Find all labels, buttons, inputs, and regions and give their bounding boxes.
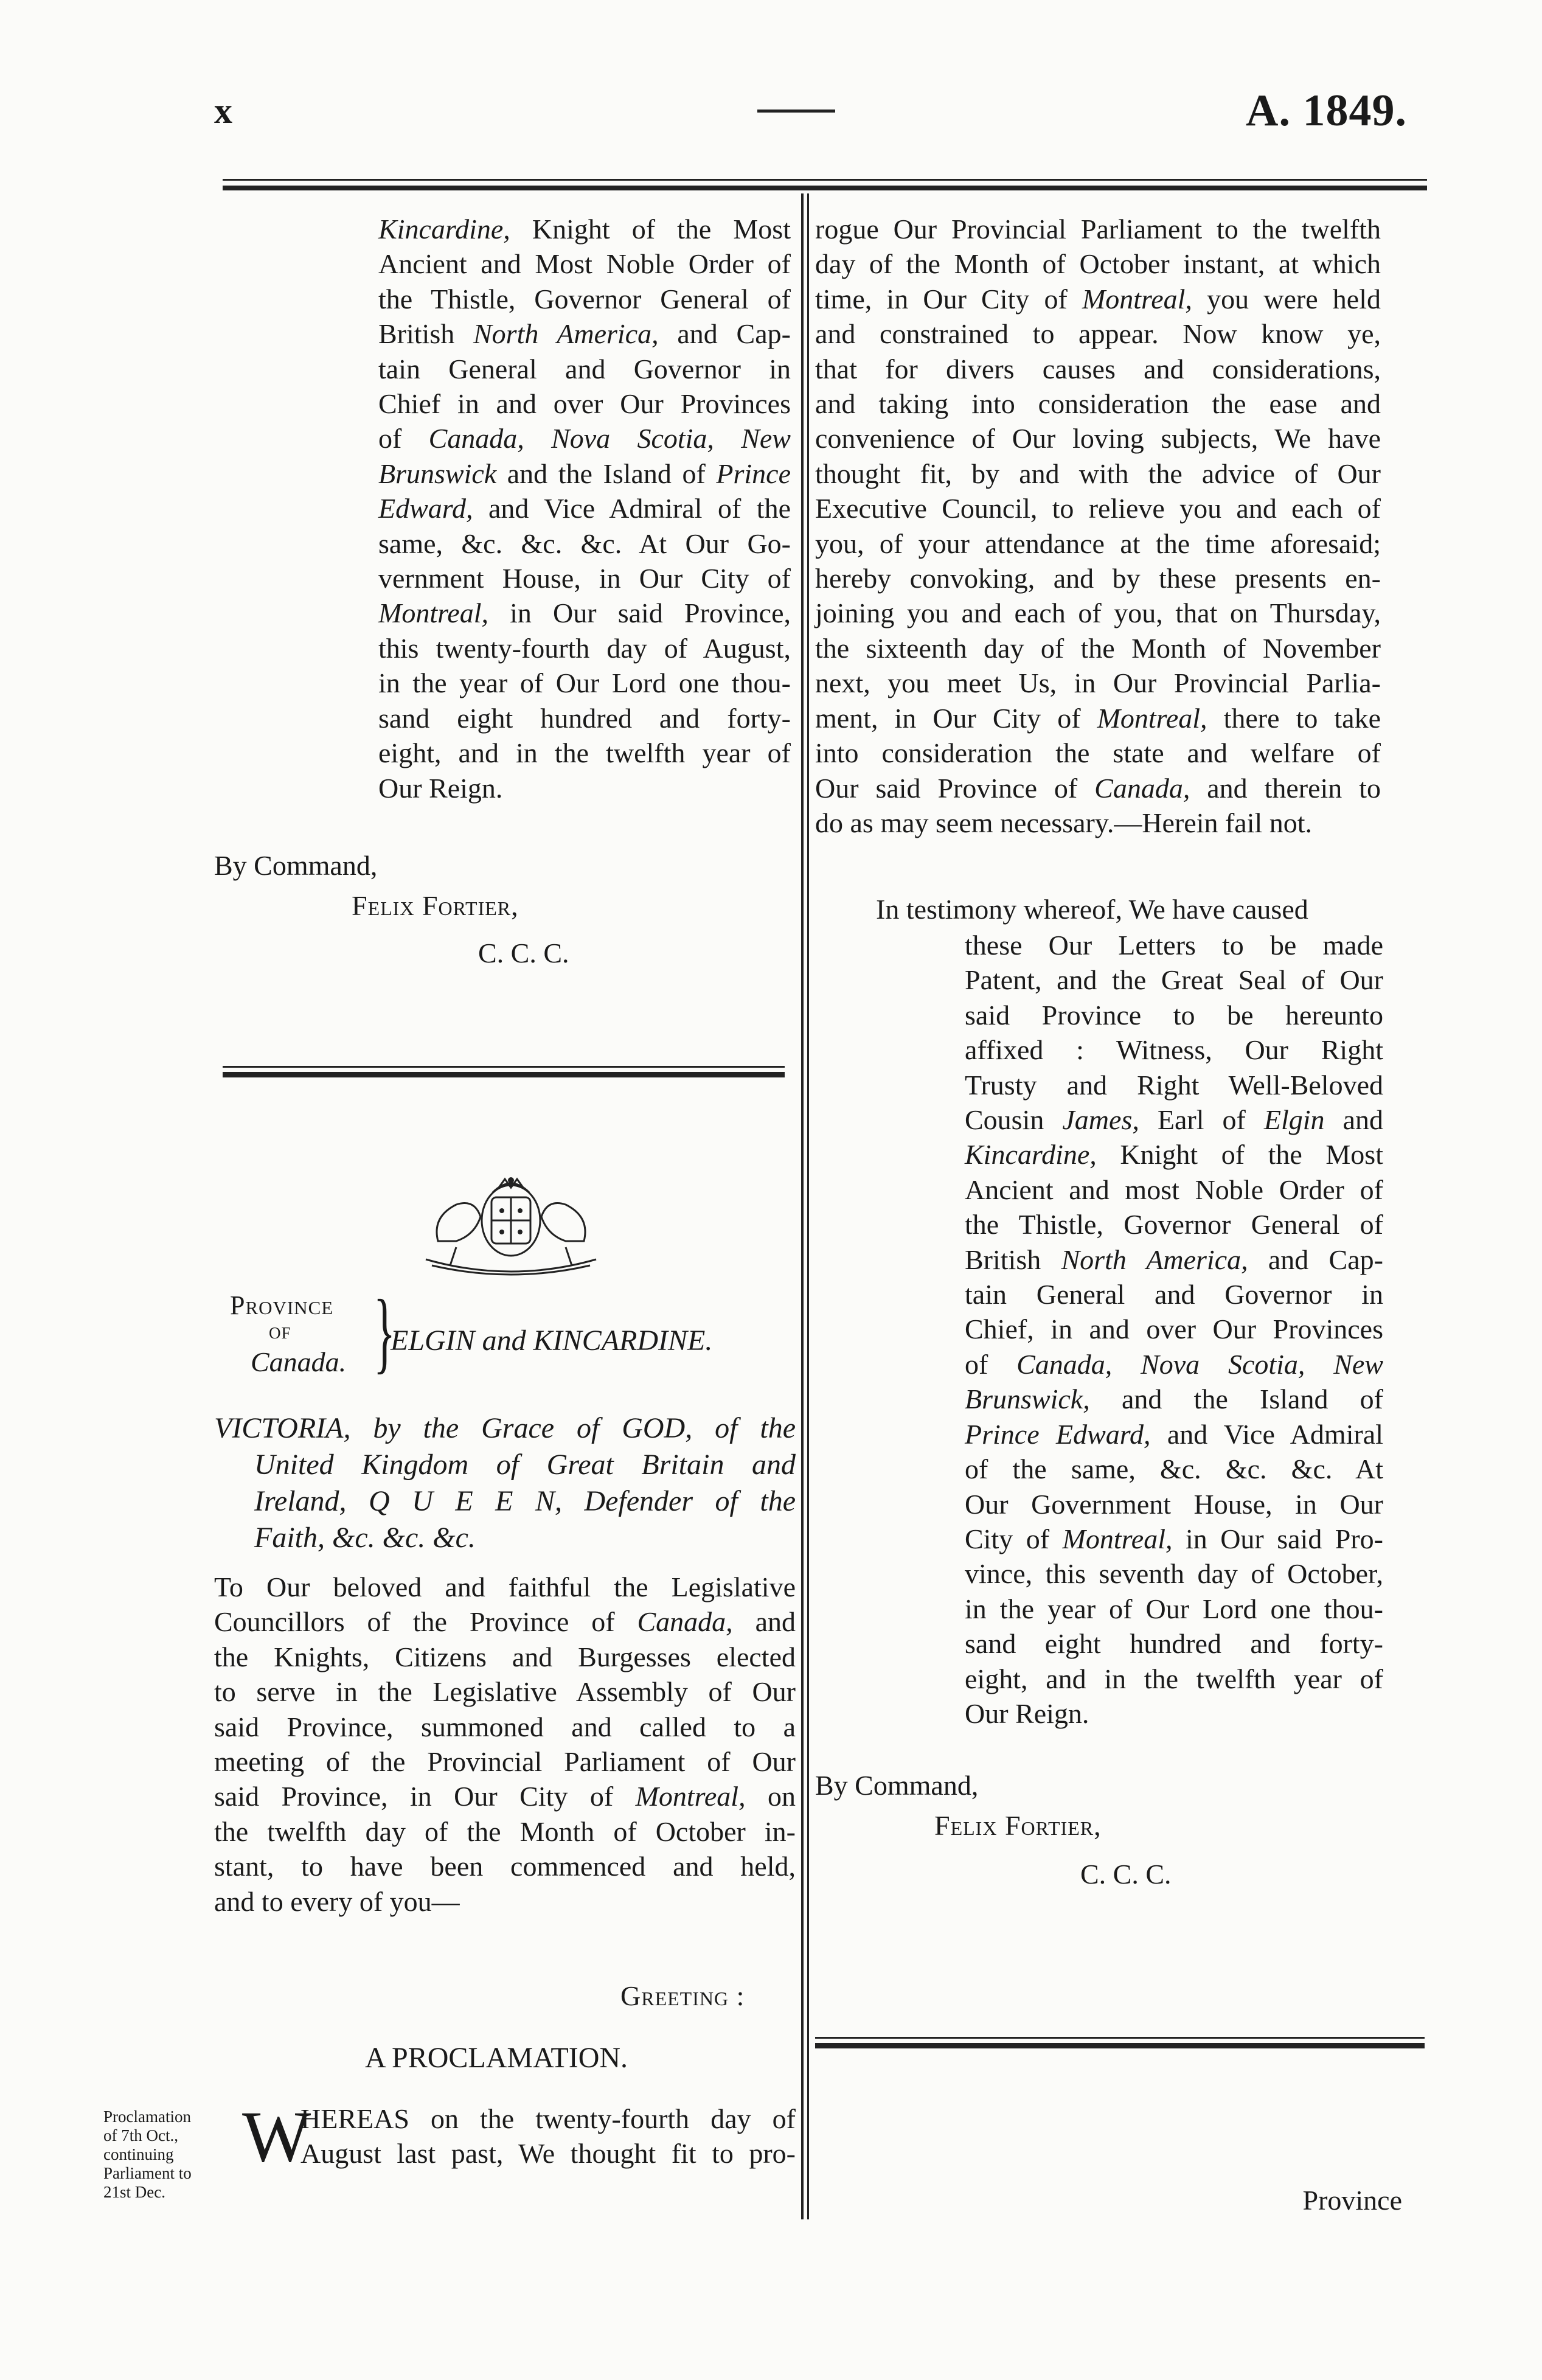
text-line: the Thistle, Governor General of [965,1209,1383,1240]
of-word: of [269,1318,291,1344]
text-line: the Thistle, Governor General of [378,283,791,315]
page-numeral: x [214,91,232,131]
signer-right: Felix Fortier, [934,1810,1102,1841]
margin-note-line: Proclamation [103,2107,191,2126]
text-line: and to every of you— [214,1885,460,1917]
text-line: time, in Our City of Montreal, you were held [815,283,1381,315]
title-line: Ireland, Q U E E N, Defender of the [254,1485,796,1517]
text-line: stant, to have been commenced and held, [214,1851,796,1882]
text-line: into consideration the state and welfare of [815,737,1381,769]
right-body-paragraph [815,212,1381,840]
text-line: and taking into consideration the ease and [815,388,1381,420]
text-line: and constrained to appear. Now know ye, [815,318,1381,350]
text-line: of Canada, Nova Scotia, New [965,1348,1383,1380]
text-line: Councillors of the Province of Canada, and [214,1606,796,1638]
text-line: City of Montreal, in Our said Pro- [965,1523,1384,1554]
text-line: Patent, and the Great Seal of Our [965,964,1383,996]
text-line: Kincardine, Knight of the Most [378,214,791,245]
text-line: Brunswick, and the Island of [965,1383,1383,1415]
header-dash [757,110,835,113]
text-line: next, you meet Us, in Our Provincial Parlia- [815,667,1381,699]
text-line: vince, this seventh day of October, [965,1558,1383,1590]
column-divider [801,193,804,2219]
text-line: the sixteenth day of the Month of November [815,632,1381,664]
margin-note-line: 21st Dec. [103,2183,165,2201]
text-line: ment, in Our City of Montreal, there to take [815,702,1381,734]
text-line: this twenty-fourth day of August, [378,632,791,664]
text-line: convenience of Our loving subjects, We have [815,423,1381,454]
text-line: the Knights, Citizens and Burgesses elected [214,1641,796,1672]
text-line: of Canada, Nova Scotia, New [378,423,791,454]
testimony-paragraph [965,928,1383,1731]
text-line: Edward, and Vice Admiral of the [378,493,791,524]
text-line: British North America, and Cap- [378,318,791,350]
text-line: Prince Edward, and Vice Admiral [965,1418,1383,1450]
text-line: day of the Month of October instant, at which [815,248,1381,280]
signer-title-left: C. C. C. [478,938,569,969]
column-divider-inner [807,193,809,2219]
section-rule [223,1066,785,1068]
text-line: Ancient and Most Noble Order of [378,248,791,280]
text-line: thought fit, by and with the advice of Our [815,458,1381,489]
title-line: United Kingdom of Great Britain and [254,1449,796,1481]
text-line: tain General and Governor in [378,353,791,384]
text-line: HEREAS on the twenty-fourth day of [300,2103,796,2134]
text-line: rogue Our Provincial Parliament to the twelfth [815,214,1381,245]
previous-proclamation-closing [378,212,791,806]
text-line: Trusty and Right Well-Beloved [965,1069,1383,1101]
province-block [214,1281,798,1387]
section-rule-thick [223,1072,785,1077]
margin-note-line: of 7th Oct., [103,2126,178,2145]
text-line: Chief in and over Our Provinces [378,388,791,420]
text-line: meeting of the Provincial Parliament of Our [214,1746,796,1778]
text-line: these Our Letters to be made [965,930,1383,961]
text-line: Kincardine, Knight of the Most [965,1139,1383,1171]
text-line: you, of your attendance at the time aforesaid; [815,527,1381,559]
section-rule-right [815,2037,1425,2039]
catchword: Province [1302,2185,1402,2216]
whereas-dropcap: W [242,2096,311,2177]
text-line: said Province, in Our City of Montreal, on [214,1781,796,1812]
text-line: that for divers causes and considerations, [815,353,1381,384]
text-line: tain General and Governor in [965,1279,1383,1310]
text-line: eight, and in the twelfth year of [965,1663,1383,1694]
royal-arms-crest-icon [401,1168,620,1284]
text-line: Cousin James, Earl of Elgin and [965,1104,1383,1136]
text-line: in the year of Our Lord one thou- [378,667,791,699]
margin-note-line: continuing [103,2145,174,2163]
text-line: affixed : Witness, Our Right [965,1034,1383,1066]
text-line: said Province, summoned and called to a [214,1711,796,1742]
by-command-right: By Command, [815,1770,979,1801]
margin-note [103,2107,219,2202]
text-line: do as may seem necessary.—Herein fail not. [815,807,1313,838]
text-line: to serve in the Legislative Assembly of Our [214,1676,796,1708]
address-paragraph [214,1570,796,1919]
text-line: Chief, in and over Our Provinces [965,1314,1383,1345]
testimony-first-line: In testimony whereof, We have caused [876,894,1308,925]
margin-note-line: Parliament to [103,2164,192,2182]
title-line: Faith, &c. &c. &c. [254,1522,476,1554]
whereas-paragraph [300,2101,796,2171]
text-line: sand eight hundred and forty- [378,702,791,734]
text-line: Executive Council, to relieve you and each of [815,493,1381,524]
elgin-kincardine: ELGIN and KINCARDINE. [391,1324,713,1357]
signer-title-right: C. C. C. [1080,1859,1172,1890]
text-line: vernment House, in Our City of [378,563,791,594]
header-rule-thick [223,186,1427,190]
text-line: British North America, and Cap- [965,1244,1383,1275]
text-line: in the year of Our Lord one thou- [965,1593,1383,1624]
text-line: eight, and in the twelfth year of [378,737,791,769]
text-line: Montreal, in Our said Province, [378,597,791,629]
title-line: VICTORIA, by the Grace of GOD, of the [214,1412,796,1444]
province-word: Province [230,1290,334,1320]
text-line: To Our beloved and faithful the Legislative [214,1571,796,1602]
text-line: Our Reign. [965,1697,1089,1729]
canada-word: Canada. [251,1346,347,1377]
header-rule [223,179,1427,181]
section-rule-right-thick [815,2043,1425,2048]
text-line: Our Reign. [378,772,503,804]
text-line: Ancient and most Noble Order of [965,1174,1383,1205]
text-line: said Province to be hereunto [965,999,1383,1031]
text-line: sand eight hundred and forty- [965,1628,1383,1660]
greeting: Greeting : [620,1980,745,2011]
signer-left: Felix Fortier, [352,890,519,921]
text-line: joining you and each of you, that on Thursday, [815,597,1381,629]
text-line: hereby convoking, and by these presents en- [815,563,1381,594]
text-line: Our said Province of Canada, and therein to [815,772,1381,804]
text-line: Our Government House, in Our [965,1488,1383,1520]
text-line: of the same, &c. &c. &c. At [965,1453,1383,1485]
proclamation-heading: A PROCLAMATION. [365,2042,628,2074]
text-line: August last past, We thought fit to pro- [300,2138,796,2169]
by-command-left: By Command, [214,850,378,881]
brace: } [373,1281,395,1382]
victoria-titles [214,1410,796,1556]
text-line: Brunswick and the Island of Prince [378,458,791,489]
text-line: same, &c. &c. &c. At Our Go- [378,527,791,559]
page-year: A. 1849. [1246,86,1407,136]
text-line: the twelfth day of the Month of October in- [214,1815,796,1847]
